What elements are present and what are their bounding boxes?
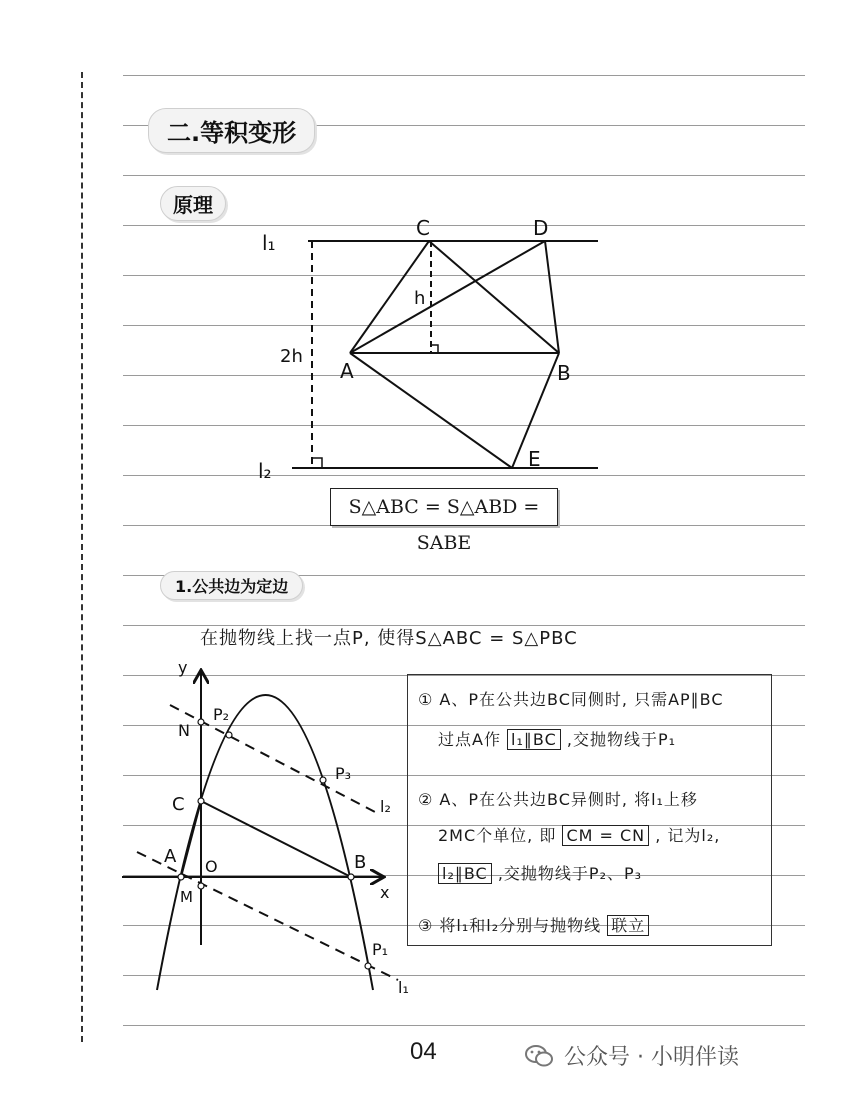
note-1-line-2-post: ,交抛物线于P₁ [566, 730, 677, 749]
label-M: M [180, 888, 193, 906]
label-h: h [414, 288, 426, 309]
point-B [348, 874, 354, 880]
note-3-text: ③ 将l₁和l₂分别与抛物线 [418, 916, 602, 935]
note-2-boxed-parallel: l₂∥BC [438, 863, 492, 884]
point-P3 [320, 777, 326, 783]
label-l1: l₁ [262, 231, 276, 255]
problem-statement: 在抛物线上找一点P, 使得S△ABC = S△PBC [200, 628, 578, 649]
label-P2: P₂ [213, 705, 230, 724]
point-A [178, 874, 184, 880]
label-C: C [172, 794, 185, 815]
watermark-text: 公众号 · 小明伴读 [564, 1045, 739, 1070]
note-3-boxed-term: 联立 [607, 915, 649, 936]
note-1-line-1: ① A、P在公共边BC同侧时, 只需AP∥BC [418, 690, 724, 709]
section-title: 二.等积变形 [148, 108, 315, 153]
point-P2 [226, 732, 232, 738]
label-y: y [178, 658, 188, 677]
wechat-icon [524, 1044, 554, 1068]
label-A: A [164, 846, 177, 867]
note-1-line-2-text: 过点A作 [438, 730, 501, 749]
note-2-line-2 [438, 823, 720, 846]
label-B: B [557, 361, 571, 385]
page-number: 04 [410, 1038, 437, 1065]
label-l2: l₂ [380, 797, 391, 816]
label-E: E [528, 447, 541, 471]
label-N: N [178, 721, 190, 740]
label-x: x [380, 883, 390, 902]
method-notes-box [407, 674, 772, 946]
watermark [524, 1040, 739, 1071]
note-2-boxed-term: CM = CN [562, 825, 649, 846]
note-2-line-2-post: , 记为l₂, [655, 826, 721, 845]
label-l1: l₁ [398, 978, 409, 997]
point-N [198, 719, 204, 725]
note-1-line-2 [438, 727, 676, 750]
area-equality-formula: S△ABC = S△ABD = SABE [330, 488, 558, 526]
label-C: C [416, 216, 430, 240]
label-B: B [354, 852, 367, 873]
label-P1: P₁ [372, 940, 389, 959]
point-C [198, 798, 204, 804]
label-l2: l₂ [258, 459, 272, 483]
note-3-line [418, 913, 649, 936]
label-D: D [533, 216, 549, 240]
note-2-line-3 [438, 861, 642, 884]
principle-title: 原理 [160, 186, 226, 221]
note-1-boxed-term: l₁∥BC [507, 729, 561, 750]
point-P1 [365, 963, 371, 969]
label-P3: P₃ [335, 764, 352, 783]
note-2-line-3-post: ,交抛物线于P₂、P₃ [497, 864, 643, 883]
note-2-line-2-text: 2MC个单位, 即 [438, 826, 557, 845]
segment-CB [201, 801, 351, 877]
label-2h: 2h [280, 346, 303, 367]
subsection-title: 1.公共边为定边 [160, 571, 303, 600]
label-A: A [340, 359, 354, 383]
label-O: O [205, 857, 218, 876]
note-2-line-1: ② A、P在公共边BC异侧时, 将l₁上移 [418, 790, 698, 809]
point-M [198, 883, 204, 889]
